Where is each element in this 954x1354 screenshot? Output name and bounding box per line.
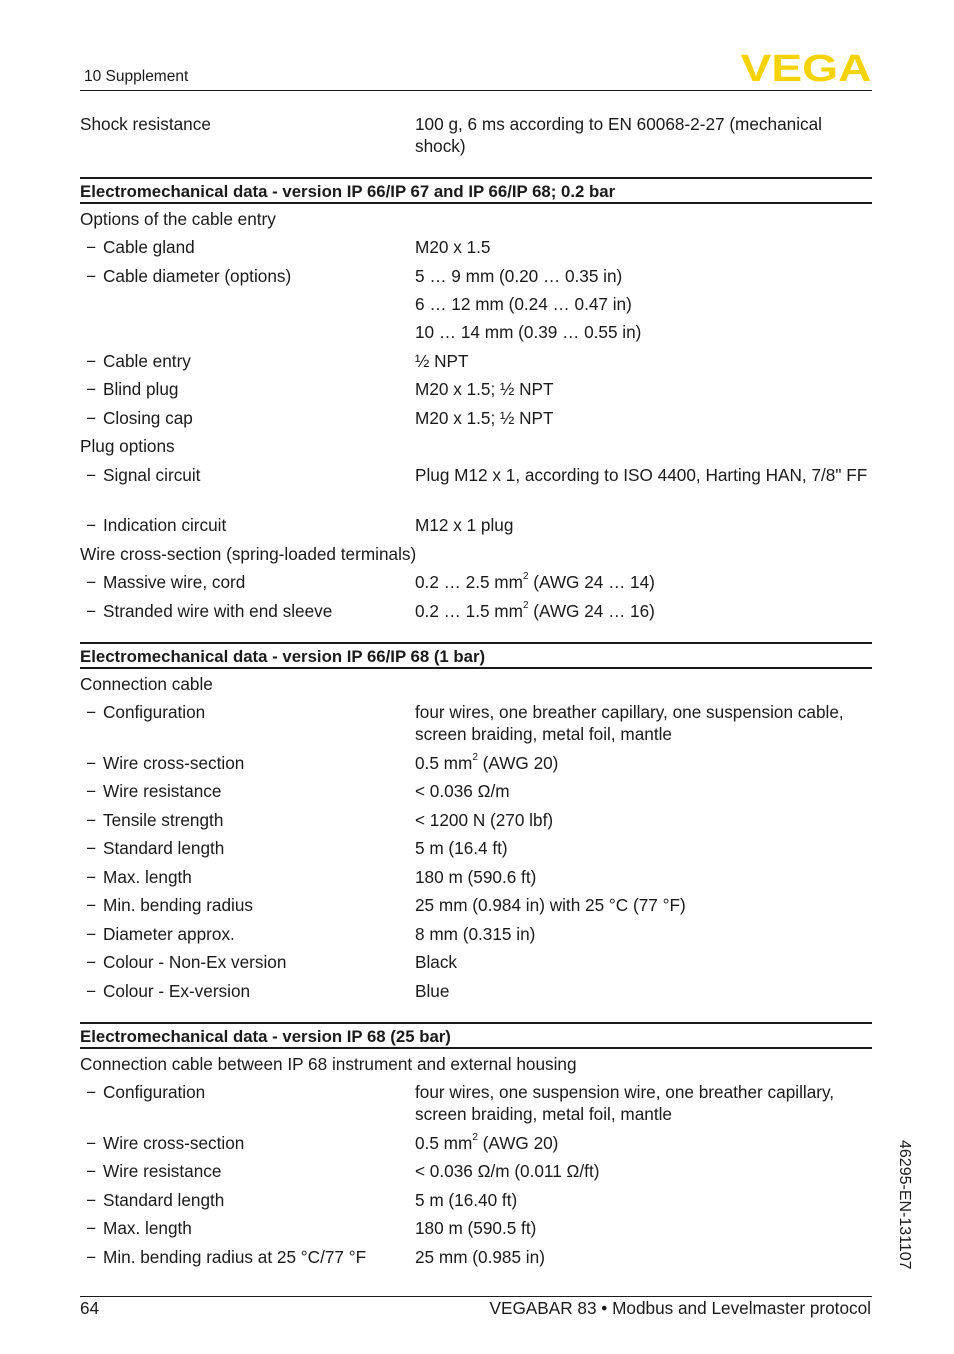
- spec-value: Blue: [415, 981, 450, 1001]
- shock-label: Shock resistance: [80, 114, 211, 134]
- spec-label: − Tensile strength: [86, 809, 223, 831]
- shock-value: 100 g, 6 ms according to EN 60068-2-27 (mechanical shock): [415, 114, 822, 156]
- spec-label: − Wire cross-section: [86, 752, 244, 774]
- spec-value: 6 … 12 mm (0.24 … 0.47 in): [415, 294, 632, 314]
- spec-value: 10 … 14 mm (0.39 … 0.55 in): [415, 322, 642, 342]
- superscript: 2: [522, 571, 529, 583]
- spec-value: < 1200 N (270 lbf): [415, 810, 554, 830]
- value-text: 0.2 … 2.5 mm: [415, 572, 523, 592]
- spec-label: − Massive wire, cord: [86, 571, 245, 593]
- value-text: (AWG 20): [477, 753, 559, 773]
- spec-label: − Indication circuit: [86, 514, 226, 536]
- spec-value: M12 x 1 plug: [415, 515, 514, 535]
- section-header: 10 Supplement: [84, 68, 189, 85]
- spec-value: < 0.036 Ω/m: [415, 781, 510, 801]
- footer-rule: [80, 1296, 872, 1297]
- value-text: 0.5 mm: [415, 753, 473, 773]
- spec-value: M20 x 1.5: [415, 237, 491, 257]
- footer-title: VEGABAR 83 • Modbus and Levelmaster protocol: [489, 1298, 871, 1318]
- spec-label: − Cable diameter (options): [86, 265, 291, 287]
- value-text: (AWG 24 … 14): [528, 572, 655, 592]
- spec-value: 8 mm (0.315 in): [415, 924, 536, 944]
- spec-value: 180 m (590.6 ft): [415, 867, 537, 887]
- spec-value: 25 mm (0.984 in) with 25 °C (77 °F): [415, 895, 686, 915]
- document-code: 46295-EN-131107: [896, 1140, 913, 1270]
- spec-value: M20 x 1.5; ½ NPT: [415, 379, 554, 399]
- spec-label: − Wire cross-section: [86, 1132, 244, 1154]
- spec-value: M20 x 1.5; ½ NPT: [415, 408, 554, 428]
- spec-label: − Min. bending radius: [86, 894, 253, 916]
- spec-label: − Stranded wire with end sleeve: [86, 600, 332, 622]
- value-text: (AWG 20): [477, 1133, 559, 1153]
- spec-group-label: Connection cable between IP 68 instrument and external housing: [80, 1054, 577, 1074]
- spec-group-label: Options of the cable entry: [80, 209, 276, 229]
- spec-group-label: Wire cross-section (spring-loaded terminals): [80, 544, 417, 564]
- superscript: 2: [472, 1132, 478, 1144]
- spec-label: − Configuration: [86, 701, 205, 723]
- value-text: 0.2 … 1.5 mm: [415, 601, 523, 621]
- spec-value: 5 … 9 mm (0.20 … 0.35 in): [415, 266, 623, 286]
- spec-label: − Max. length: [86, 866, 192, 888]
- spec-label: − Configuration: [86, 1081, 205, 1103]
- spec-value: [415, 752, 870, 774]
- spec-label: − Colour - Ex-version: [86, 980, 250, 1002]
- spec-value: [415, 600, 870, 622]
- spec-label: − Blind plug: [86, 378, 179, 400]
- spec-value: Black: [415, 952, 458, 972]
- spec-label: − Diameter approx.: [86, 923, 235, 945]
- spec-label: − Colour - Non-Ex version: [86, 951, 286, 973]
- spec-label: − Wire resistance: [86, 780, 221, 802]
- spec-label: − Min. bending radius at 25 °C/77 °F: [86, 1246, 366, 1268]
- spec-value: 5 m (16.4 ft): [415, 838, 508, 858]
- spec-value: 180 m (590.5 ft): [415, 1218, 537, 1238]
- spec-value: ½ NPT: [415, 351, 469, 371]
- section-heading: Electromechanical data - version IP 68 (25 bar): [80, 1022, 872, 1049]
- spec-group-label: Plug options: [80, 436, 175, 456]
- spec-value: four wires, one breather capillary, one suspension cable, screen braiding, metal foil, mantle: [415, 702, 844, 744]
- spec-value: four wires, one suspension wire, one breather capillary, screen braiding, metal foil, mantle: [415, 1082, 835, 1124]
- spec-value: < 0.036 Ω/m (0.011 Ω/ft): [415, 1161, 600, 1181]
- value-text: 0.5 mm: [415, 1133, 473, 1153]
- header-rule: [80, 90, 872, 91]
- spec-value: 25 mm (0.985 in): [415, 1247, 545, 1267]
- spec-value: 5 m (16.40 ft): [415, 1190, 518, 1210]
- superscript: 2: [522, 600, 529, 612]
- spec-label: − Closing cap: [86, 407, 193, 429]
- spec-value: [415, 1132, 870, 1154]
- section-heading: Electromechanical data - version IP 66/IP 68 (1 bar): [80, 642, 872, 669]
- value-text: (AWG 24 … 16): [528, 601, 655, 621]
- superscript: 2: [472, 752, 478, 764]
- vega-logo: [741, 52, 872, 83]
- spec-label: − Standard length: [86, 837, 224, 859]
- spec-label: − Cable entry: [86, 350, 191, 372]
- spec-label: − Cable gland: [86, 236, 195, 258]
- spec-label: − Standard length: [86, 1189, 224, 1211]
- vega-logo-text: VEGA: [741, 52, 872, 83]
- spec-value: Plug M12 x 1, according to ISO 4400, Harting HAN, 7/8" FF: [415, 465, 868, 485]
- spec-value: [415, 571, 870, 593]
- spec-group-label: Connection cable: [80, 674, 213, 694]
- section-heading: Electromechanical data - version IP 66/IP 67 and IP 66/IP 68; 0.2 bar: [80, 177, 872, 204]
- spec-label: − Signal circuit: [86, 464, 200, 486]
- spec-label: − Max. length: [86, 1217, 192, 1239]
- spec-label: − Wire resistance: [86, 1160, 221, 1182]
- page-number: 64: [80, 1298, 100, 1318]
